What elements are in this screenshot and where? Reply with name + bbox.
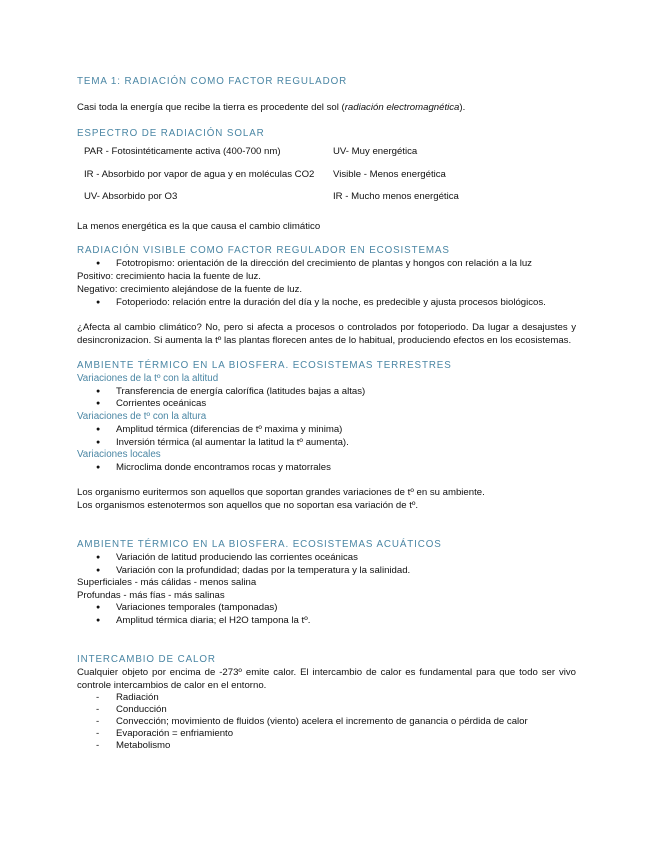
- profundas-line: Profundas - más fías - más salinas: [77, 590, 225, 601]
- bullet-icon: ●: [96, 554, 101, 561]
- bullet-icon: ●: [96, 617, 101, 624]
- question-paragraph: ¿Afecta al cambio climático? No, pero si afecta a procesos o controlados por fotoperiodo. Da lugar a desajustes y desincronizacion. Si aumenta la tº las plantas florecen antes de lo habitual, produciendo efectos en los ecosistemas.: [77, 322, 576, 346]
- list-item: ● Transferencia de energía calorífica (latitudes bajas a altas): [96, 386, 366, 397]
- intercambio-paragraph: Cualquier objeto por encima de -273º emite calor. El intercambio de calor es fundamental para que todo ser vivo controle intercambios de calor en el entorno.: [77, 667, 576, 691]
- espectro-heading: ESPECTRO DE RADIACIÓN SOLAR: [77, 128, 265, 139]
- terrestres-heading: AMBIENTE TÉRMICO EN LA BIOSFERA. ECOSISTEMAS TERRESTRES: [77, 360, 452, 371]
- list-item: ● Inversión térmica (al aumentar la latitud la tº aumenta).: [96, 437, 349, 448]
- list-item: ● Fototropismo: orientación de la dirección del crecimiento de plantas y hongos con relación a la luz: [96, 258, 532, 269]
- dash-marker: -: [96, 716, 100, 727]
- list-item: ● Amplitud térmica diaria; el H2O tampona la tº.: [96, 615, 311, 626]
- list-item: - Metabolismo: [96, 740, 171, 751]
- locales-subheading: Variaciones locales: [77, 449, 161, 460]
- negativo-line: Negativo: crecimiento alejándose de la fuente de luz.: [77, 284, 303, 295]
- euritermos-line: Los organismo euritermos son aquellos que soportan grandes variaciones de tº en su ambiente.: [77, 487, 485, 498]
- bullet-icon: ●: [96, 299, 101, 306]
- list-item: - Radiación: [96, 692, 159, 703]
- espectro-left-3: UV- Absorbido por O3: [84, 191, 178, 202]
- positivo-line: Positivo: crecimiento hacia la fuente de luz.: [77, 271, 261, 282]
- bullet-icon: ●: [96, 464, 101, 471]
- intercambio-heading: INTERCAMBIO DE CALOR: [77, 654, 216, 665]
- bullet-icon: ●: [96, 426, 101, 433]
- list-item: ● Variaciones temporales (tamponadas): [96, 602, 278, 613]
- dash-marker: -: [96, 728, 100, 739]
- list-item: ● Corrientes oceánicas: [96, 398, 207, 409]
- espectro-left-1: PAR - Fotosintéticamente activa (400-700 nm): [84, 146, 281, 157]
- list-item: ● Amplitud térmica (diferencias de tº maxima y minima): [96, 424, 343, 435]
- espectro-right-1: UV- Muy energética: [333, 146, 418, 157]
- list-item: ● Microclima donde encontramos rocas y matorrales: [96, 462, 331, 473]
- bullet-icon: ●: [96, 400, 101, 407]
- acuaticos-heading: AMBIENTE TÉRMICO EN LA BIOSFERA. ECOSISTEMAS ACUÁTICOS: [77, 539, 442, 550]
- intro-end: ).: [459, 102, 466, 113]
- espectro-note: La menos energética es la que causa el cambio climático: [77, 221, 321, 232]
- espectro-left-2: IR - Absorbido por vapor de agua y en moléculas CO2: [84, 169, 315, 180]
- list-item: - Evaporación = enfriamiento: [96, 728, 234, 739]
- dash-marker: -: [96, 740, 100, 751]
- intro-paragraph: [77, 102, 465, 115]
- superficiales-line: Superficiales - más cálidas - menos salina: [77, 577, 257, 588]
- dash-marker: -: [96, 692, 100, 703]
- list-item: - Conducción: [96, 704, 167, 715]
- altitud-subheading: Variaciones de la tº con la altitud: [77, 373, 219, 384]
- altura-subheading: Variaciones de tº con la altura: [77, 411, 207, 422]
- dash-marker: -: [96, 704, 100, 715]
- list-item: ● Variación de latitud produciendo las corrientes oceánicas: [96, 552, 358, 563]
- espectro-right-2: Visible - Menos energética: [333, 169, 446, 180]
- list-item: ● Fotoperiodo: relación entre la duración del día y la noche, es predecible y ajusta procesos biológicos.: [96, 297, 546, 308]
- intro-italic: radiación electromagnética: [344, 102, 460, 113]
- visible-heading: RADIACIÓN VISIBLE COMO FACTOR REGULADOR EN ECOSISTEMAS: [77, 245, 450, 256]
- bullet-icon: ●: [96, 439, 101, 446]
- estenotermos-line: Los organismos estenotermos son aquellos que no soportan esa variación de tº.: [77, 500, 419, 511]
- bullet-icon: ●: [96, 604, 101, 611]
- intro-text: Casi toda la energía que recibe la tierra es procedente del sol (: [77, 102, 345, 113]
- bullet-icon: ●: [96, 567, 101, 574]
- list-item: ● Variación con la profundidad; dadas por la temperatura y la salinidad.: [96, 565, 411, 576]
- list-item: - Convección; movimiento de fluidos (viento) acelera el incremento de ganancia o pérdida de calor: [96, 716, 528, 727]
- bullet-icon: ●: [96, 260, 101, 267]
- tema-title: TEMA 1: RADIACIÓN COMO FACTOR REGULADOR: [77, 76, 348, 87]
- bullet-icon: ●: [96, 388, 101, 395]
- espectro-right-3: IR - Mucho menos energética: [333, 191, 459, 202]
